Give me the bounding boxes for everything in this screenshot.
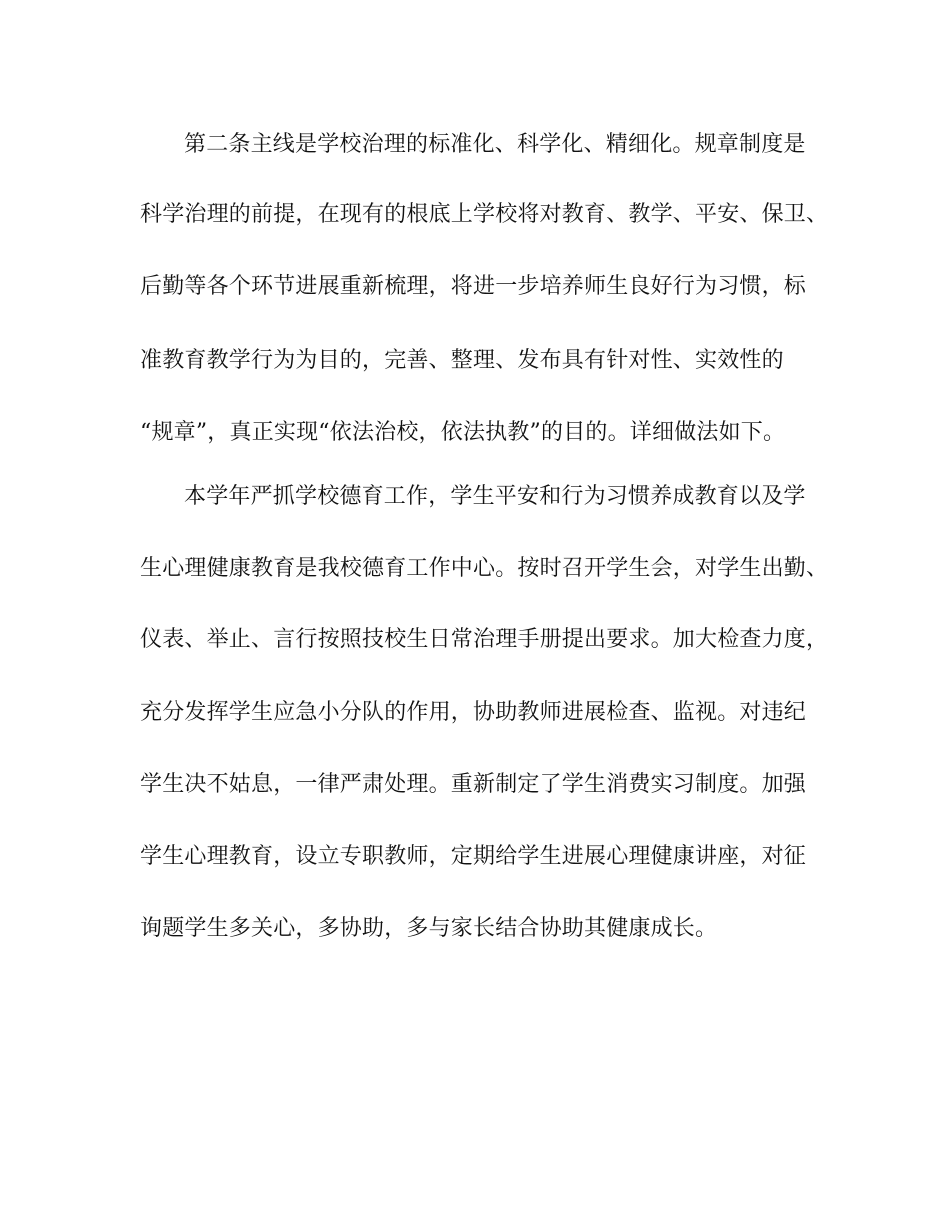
paragraph-1-line-5: “规章”，真正实现“依法治校，依法执教”的目的。详细做法如下。 bbox=[140, 420, 786, 445]
paragraph-1-line-1: 第二条主线是学校治理的标准化、科学化、精细化。规章制度是 bbox=[184, 132, 806, 157]
paragraph-1-line-3: 后勤等各个环节进展重新梳理，将进一步培养师生良好行为习惯，标 bbox=[140, 274, 807, 299]
paragraph-2-line-2: 生心理健康教育是我校德育工作中心。按时召开学生会，对学生出勤、 bbox=[140, 556, 829, 581]
paragraph-1-line-4: 准教育教学行为为目的，完善、整理、发布具有针对性、实效性的 bbox=[140, 348, 784, 373]
paragraph-2-line-5: 学生决不姑息，一律严肃处理。重新制定了学生消费实习制度。加强 bbox=[140, 772, 807, 797]
paragraph-2-line-4: 充分发挥学生应急小分队的作用，协助教师进展检查、监视。对违纪 bbox=[140, 700, 807, 725]
paragraph-2-line-1: 本学年严抓学校德育工作，学生平安和行为习惯养成教育以及学 bbox=[184, 484, 806, 509]
paragraph-1-line-2: 科学治理的前提，在现有的根底上学校将对教育、教学、平安、保卫、 bbox=[140, 202, 829, 227]
paragraph-2-line-3: 仪表、举止、言行按照技校生日常治理手册提出要求。加大检查力度， bbox=[140, 627, 829, 652]
paragraph-2-line-6: 学生心理教育，设立专职教师，定期给学生进展心理健康讲座，对征 bbox=[140, 844, 807, 869]
paragraph-2-line-7: 询题学生多关心，多协助，多与家长结合协助其健康成长。 bbox=[140, 916, 718, 941]
